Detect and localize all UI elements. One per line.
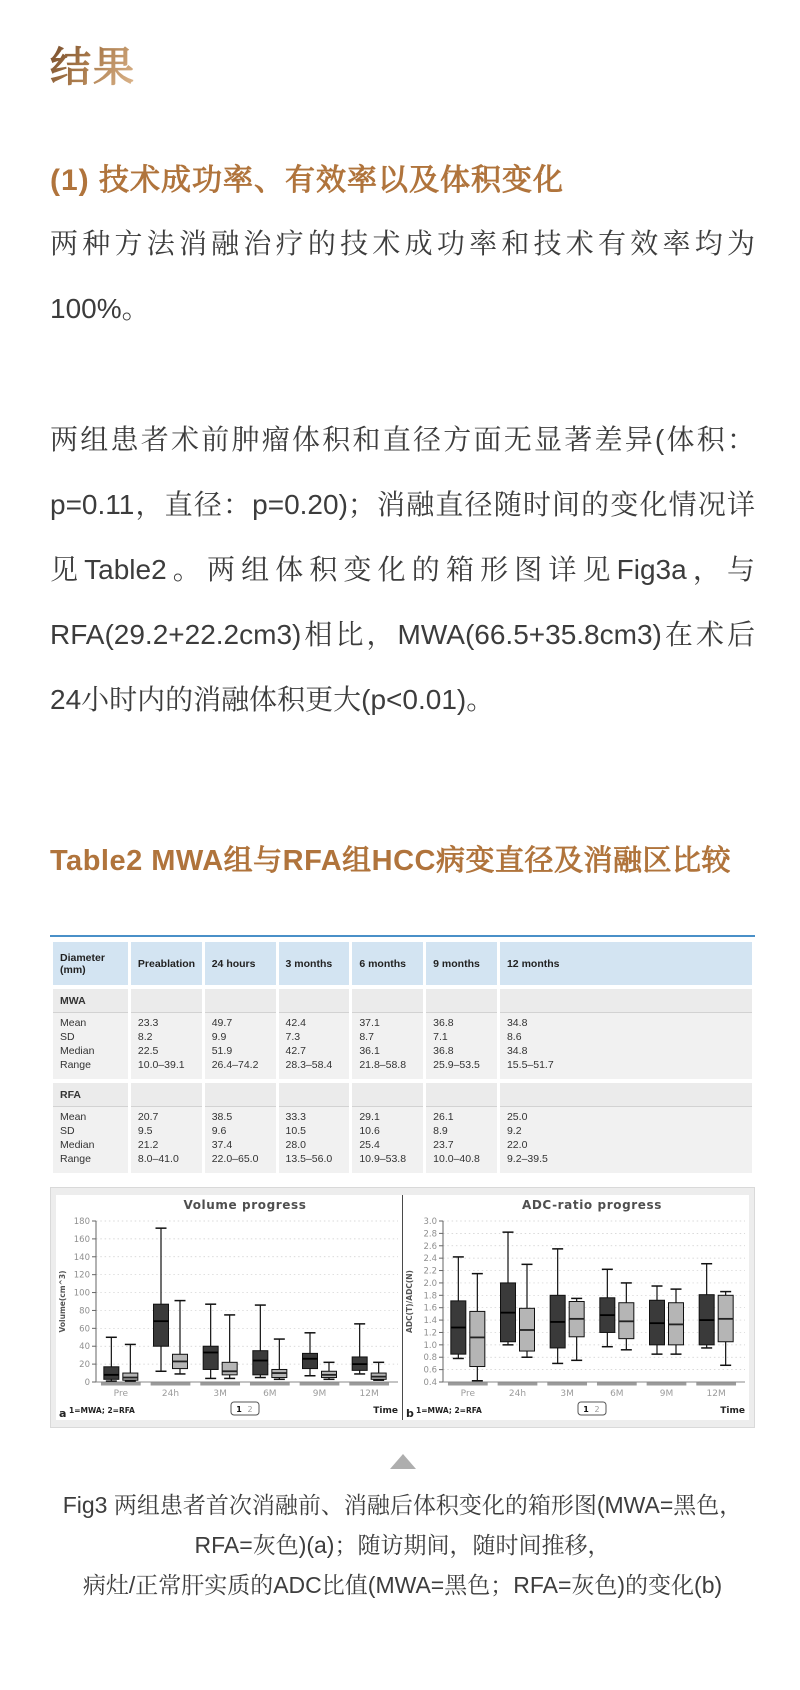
table-cell: 29.1	[352, 1107, 423, 1124]
table-cell: 37.4	[205, 1138, 276, 1152]
table-cell: Mean	[53, 1013, 128, 1030]
table-cell: 21.8–58.8	[352, 1058, 423, 1079]
table-cell: 13.5–56.0	[279, 1152, 350, 1173]
table-cell: 8.6	[500, 1030, 752, 1044]
svg-text:0: 0	[84, 1378, 90, 1388]
table-row	[53, 1013, 752, 1030]
figure-fig3	[50, 1187, 755, 1428]
svg-text:140: 140	[73, 1252, 90, 1263]
svg-text:1.0: 1.0	[423, 1340, 437, 1351]
table-cell: 8.0–41.0	[131, 1152, 202, 1173]
table-cell: 9.9	[205, 1030, 276, 1044]
svg-text:1.2: 1.2	[423, 1328, 437, 1339]
svg-text:12M: 12M	[359, 1389, 379, 1399]
svg-text:24h: 24h	[161, 1389, 180, 1399]
table-cell: 15.5–51.7	[500, 1058, 752, 1079]
table-cell: 9.2	[500, 1124, 752, 1138]
svg-text:180: 180	[73, 1217, 90, 1227]
svg-text:ADC(T)/ADC(N): ADC(T)/ADC(N)	[405, 1270, 414, 1333]
table-group-label: MWA	[53, 989, 128, 1013]
table-cell: 25.9–53.5	[426, 1058, 497, 1079]
table-cell: 8.7	[352, 1030, 423, 1044]
table-head	[53, 942, 752, 985]
table-cell: 42.4	[279, 1013, 350, 1030]
table-cell: 49.7	[205, 1013, 276, 1030]
table-title: Table2 MWA组与RFA组HCC病变直径及消融区比较	[50, 845, 731, 877]
table-cell: SD	[53, 1124, 128, 1138]
table-cell: 34.8	[500, 1013, 752, 1030]
table-header-cell: 12 months	[500, 942, 752, 985]
body-paragraph-1: 两种方法消融治疗的技术成功率和技术有效率均为100%。	[50, 228, 755, 324]
table-cell: Median	[53, 1138, 128, 1152]
table-cell: 36.8	[426, 1013, 497, 1030]
table-row	[53, 1107, 752, 1124]
table-cell: 25.4	[352, 1138, 423, 1152]
figure-caption	[50, 1485, 755, 1605]
svg-text:1=MWA; 2=RFA: 1=MWA; 2=RFA	[416, 1406, 482, 1415]
caption-line: Fig3 两组患者首次消融前、消融后体积变化的箱形图(MWA=黑色，	[62, 1492, 743, 1518]
figure-panels	[56, 1195, 749, 1420]
caption-line: 病灶/正常肝实质的ADC比值(MWA=黑色；RFA=灰色)的变化(b)	[82, 1572, 723, 1598]
svg-text:1: 1	[236, 1405, 242, 1414]
svg-text:2.0: 2.0	[423, 1278, 437, 1289]
table-header-row	[53, 942, 752, 985]
table-cell: 10.0–39.1	[131, 1058, 202, 1079]
table-cell: 20.7	[131, 1107, 202, 1124]
svg-text:9M: 9M	[312, 1389, 327, 1399]
svg-text:2.2: 2.2	[423, 1266, 437, 1277]
table-cell: 33.3	[279, 1107, 350, 1124]
table-cell: 23.3	[131, 1013, 202, 1030]
svg-text:2.8: 2.8	[423, 1229, 437, 1240]
table-cell: 7.3	[279, 1030, 350, 1044]
table-group-cell	[500, 1083, 752, 1107]
table-cell: 37.1	[352, 1013, 423, 1030]
caption-line: RFA=灰色)(a)；随访期间，随时间推移，	[194, 1532, 611, 1558]
table-body	[53, 985, 752, 1173]
svg-text:a: a	[59, 1407, 67, 1420]
table-cell: 8.9	[426, 1124, 497, 1138]
svg-text:2.4: 2.4	[423, 1254, 437, 1265]
table-cell: 28.3–58.4	[279, 1058, 350, 1079]
table-cell: 8.2	[131, 1030, 202, 1044]
table-row	[53, 1152, 752, 1173]
up-triangle-icon	[390, 1454, 416, 1469]
table-cell: SD	[53, 1030, 128, 1044]
table-group-cell	[279, 1083, 350, 1107]
table-cell: 26.4–74.2	[205, 1058, 276, 1079]
svg-text:Time: Time	[373, 1406, 398, 1416]
table-group-row	[53, 989, 752, 1013]
svg-text:2: 2	[247, 1405, 253, 1414]
svg-text:2: 2	[594, 1405, 600, 1414]
table-cell: 10.5	[279, 1124, 350, 1138]
table-cell: 22.0–65.0	[205, 1152, 276, 1173]
table-cell: 9.2–39.5	[500, 1152, 752, 1173]
svg-text:1: 1	[583, 1405, 589, 1414]
svg-text:6M: 6M	[610, 1389, 624, 1399]
adc-ratio-progress-chart	[403, 1195, 749, 1420]
table-cell: 21.2	[131, 1138, 202, 1152]
table-group-cell	[131, 989, 202, 1013]
table-header-cell: 3 months	[279, 942, 350, 985]
section-title: (1) 技术成功率、有效率以及体积变化	[50, 164, 564, 197]
table-row	[53, 1058, 752, 1079]
svg-text:1=MWA; 2=RFA: 1=MWA; 2=RFA	[69, 1406, 135, 1415]
table-header-cell: 24 hours	[205, 942, 276, 985]
svg-text:Pre: Pre	[113, 1389, 128, 1399]
table-cell: 10.6	[352, 1124, 423, 1138]
svg-text:1.4: 1.4	[423, 1316, 437, 1327]
svg-text:Pre: Pre	[460, 1389, 475, 1399]
table-cell: 36.8	[426, 1044, 497, 1058]
svg-text:Time: Time	[720, 1406, 745, 1416]
svg-text:80: 80	[79, 1306, 90, 1317]
table2-container	[50, 935, 755, 1173]
svg-text:12M: 12M	[706, 1389, 726, 1399]
table-cell: 9.6	[205, 1124, 276, 1138]
table-cell: 36.1	[352, 1044, 423, 1058]
table-row	[53, 1030, 752, 1044]
svg-text:b: b	[406, 1407, 414, 1420]
svg-text:1.6: 1.6	[423, 1303, 437, 1314]
table-group-cell	[500, 989, 752, 1013]
table-group-cell	[131, 1083, 202, 1107]
data-table	[50, 942, 755, 1173]
svg-text:6M: 6M	[263, 1389, 277, 1399]
table-group-cell	[426, 1083, 497, 1107]
svg-text:100: 100	[73, 1288, 90, 1299]
svg-text:24h: 24h	[508, 1389, 527, 1399]
table-cell: Range	[53, 1152, 128, 1173]
svg-text:ADC-ratio progress: ADC-ratio progress	[521, 1198, 663, 1212]
table-header-cell: Diameter (mm)	[53, 942, 128, 985]
table-row	[53, 1124, 752, 1138]
table-cell: 25.0	[500, 1107, 752, 1124]
table-cell: 42.7	[279, 1044, 350, 1058]
table-header-cell: 6 months	[352, 942, 423, 985]
table-cell: 9.5	[131, 1124, 202, 1138]
table-group-row	[53, 1083, 752, 1107]
table-cell: 22.0	[500, 1138, 752, 1152]
svg-text:Volume(cm^3): Volume(cm^3)	[58, 1270, 67, 1333]
table-cell: 10.9–53.8	[352, 1152, 423, 1173]
table-group-cell	[426, 989, 497, 1013]
table-cell: 7.1	[426, 1030, 497, 1044]
svg-text:40: 40	[79, 1342, 90, 1353]
svg-text:0.4: 0.4	[423, 1378, 437, 1388]
svg-text:3.0: 3.0	[423, 1217, 437, 1227]
svg-text:1.8: 1.8	[423, 1291, 437, 1302]
table-cell: Median	[53, 1044, 128, 1058]
table-cell: 10.0–40.8	[426, 1152, 497, 1173]
svg-text:3M: 3M	[560, 1389, 574, 1399]
svg-text:0.8: 0.8	[423, 1353, 437, 1364]
table-group-cell	[352, 1083, 423, 1107]
table-cell: 34.8	[500, 1044, 752, 1058]
svg-text:2.6: 2.6	[423, 1241, 437, 1252]
table-cell: 22.5	[131, 1044, 202, 1058]
svg-text:Volume progress: Volume progress	[183, 1198, 307, 1212]
table-cell: 38.5	[205, 1107, 276, 1124]
svg-text:0.6: 0.6	[423, 1365, 437, 1376]
svg-text:160: 160	[73, 1234, 90, 1245]
table-cell: Mean	[53, 1107, 128, 1124]
table-group-cell	[279, 989, 350, 1013]
svg-text:3M: 3M	[213, 1389, 227, 1399]
table-group-cell	[205, 1083, 276, 1107]
table-header-cell: 9 months	[426, 942, 497, 985]
svg-text:9M: 9M	[659, 1389, 674, 1399]
table-cell: 26.1	[426, 1107, 497, 1124]
table-row	[53, 1044, 752, 1058]
table-cell: 28.0	[279, 1138, 350, 1152]
table-group-cell	[205, 989, 276, 1013]
table-cell: Range	[53, 1058, 128, 1079]
table-group-cell	[352, 989, 423, 1013]
table-group-label: RFA	[53, 1083, 128, 1107]
table-cell: 23.7	[426, 1138, 497, 1152]
svg-text:120: 120	[73, 1270, 90, 1281]
results-heading: 结果	[50, 34, 136, 93]
table-row	[53, 1138, 752, 1152]
table-cell: 51.9	[205, 1044, 276, 1058]
table-header-cell: Preablation	[131, 942, 202, 985]
body-paragraph-2: 两组患者术前肿瘤体积和直径方面无显著差异(体积：p=0.11，直径：p=0.20)；消融直径随时间的变化情况详见Table2。两组体积变化的箱形图详见Fig3a，与RFA(29.2+22.2cm3)相比，MWA(66.5+35.8cm3)在术后24小时内的消融体积更大(p<0.01)。	[50, 424, 755, 715]
volume-progress-chart	[56, 1195, 402, 1420]
svg-text:20: 20	[79, 1360, 90, 1371]
svg-text:60: 60	[79, 1324, 90, 1335]
